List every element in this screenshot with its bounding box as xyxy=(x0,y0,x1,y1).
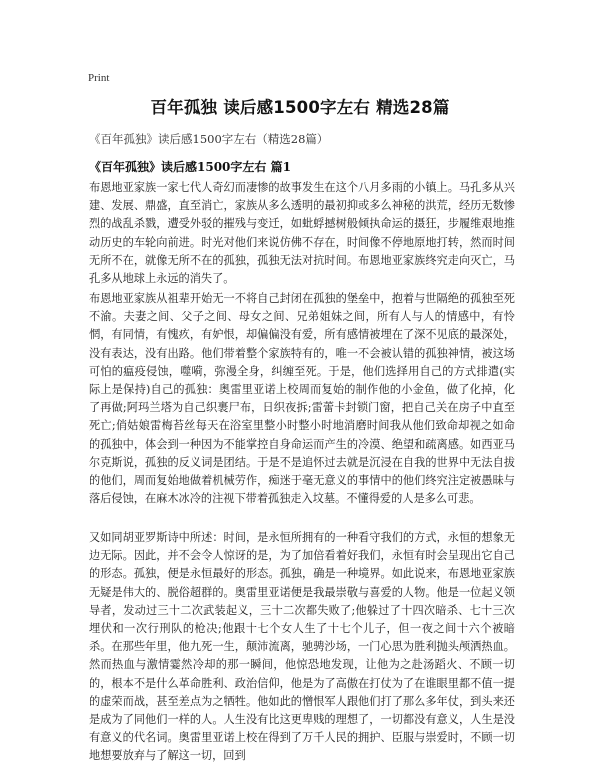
document-subtitle: 《百年孤独》读后感1500字左右（精选28篇） xyxy=(89,132,329,146)
body-paragraph-3: 又如同胡亚罗斯诗中所述：时间，是永恒所拥有的一种看守我们的方式，永恒的想象无边无际。因此，并不会令人惊讶的是，为了加倍看着好我们，永恒有时会呈现出它自己的形态。孤独，便是永恒最好的形态。孤独，确是一种境界。如此说来，布恩地亚家族无疑是伟大的、脱俗超群的。奥雷里亚诺便是我最崇敬与喜爱的人物。他是一位起义领导者，发动过三十二次武装起义，三十二次都失败了;他躲过了十四次暗杀、七十三次埋伏和一次行刑队的枪决;他跟十七个女人生了十七个儿子，但一夜之间十六个被暗杀。在那些年里，他九死一生，颠沛流离，驰骋沙场，一门心思为胜利抛头颅洒热血。然而热血与激情霎然冷却的那一瞬间，他惊恐地发现，让他为之赴汤蹈火、不顾一切的，根本不是什么革命胜利、政治信仰，他是为了高傲在打仗为了在谁眼里都不值一提的虚荣而战，甚至差点为之牺牲。他如此的憎恨军人跟他们打了那么多年仗，到头来还是成为了同他们一样的人。人生没有比这更卑贱的理想了，一切都没有意义，人生是没有意义的代名词。奥雷里亚诺上校在得到了万千人民的拥护、臣服与崇爱时，不顾一切地想要放弃与了解这一切，回到 xyxy=(89,531,515,763)
page-title: 百年孤独 读后感1500字左右 精选28篇 xyxy=(150,98,450,117)
body-paragraph-1: 布恩地亚家族一家七代人奇幻而凄惨的故事发生在这个八月多雨的小镇上。马孔多从兴建、发展、鼎盛，直至消亡，家族从多么透明的最初抑或多么神秘的洪荒，经历无数惨烈的战乱杀戮，遭受外驳的摧残与变迁，如蚍蜉撼树般倾执命运的摄狂，步履维艰地推动历史的车轮向前进。时光对他们来说仿佛不存在，时间像不停地原地打转，然而时间无所不在，就像无所不在的孤独，孤独无法对抗时间。布恩地亚家族终究走向灭亡，马孔多从地球上永远的消失了。 xyxy=(89,181,515,286)
print-label[interactable]: Print xyxy=(88,72,110,84)
section-heading: 《百年孤独》读后感1500字左右 篇1 xyxy=(89,160,291,174)
body-paragraph-2: 布恩地亚家族从祖辈开始无一不将自己封闭在孤独的堡垒中，抱着与世隔绝的孤独至死不渝。夫妻之间、父子之间、母女之间、兄弟姐妹之间，所有人与人的情感中，有怜惘，有同情，有愧疚，有妒恨，却偏偏没有爱，所有感情被埋在了深不见底的最深处，没有表达，没有出路。他们带着整个家族特有的，唯一不会被认错的孤独神情，被这场可怕的瘟疫侵蚀，噬嗬，弥漫全身，纠缠至死。于是，他们选择用自己的方式排遣(实际上是保持)自己的孤独：奥雷里亚诺上校周而复始的制作他的小金鱼，做了化掉，化了再做;阿玛兰塔为自己织裹尸布，日织夜拆;雷蕾卡封锁门窗，把自己关在房子中直至死亡;俏姑娘雷梅苔丝每天在浴室里整小时整小时地消磨时间我从他们致命却视之如命的孤独中，体会到一种因为不能掌控自身命运而产生的冷漠、绝望和疏离感。如西亚马尔克斯说，孤独的反义词是团结。于是不是追怀过去就是沉浸在自我的世界中无法自拔的他们，周而复始地做着机械劳作，痴迷于毫无意义的事情中的他们终究注定被愚昧与落后侵蚀，在麻木冰冷的注视下带着孤独走入坟墓。不懂得爱的人是多么可悲。 xyxy=(89,292,515,506)
